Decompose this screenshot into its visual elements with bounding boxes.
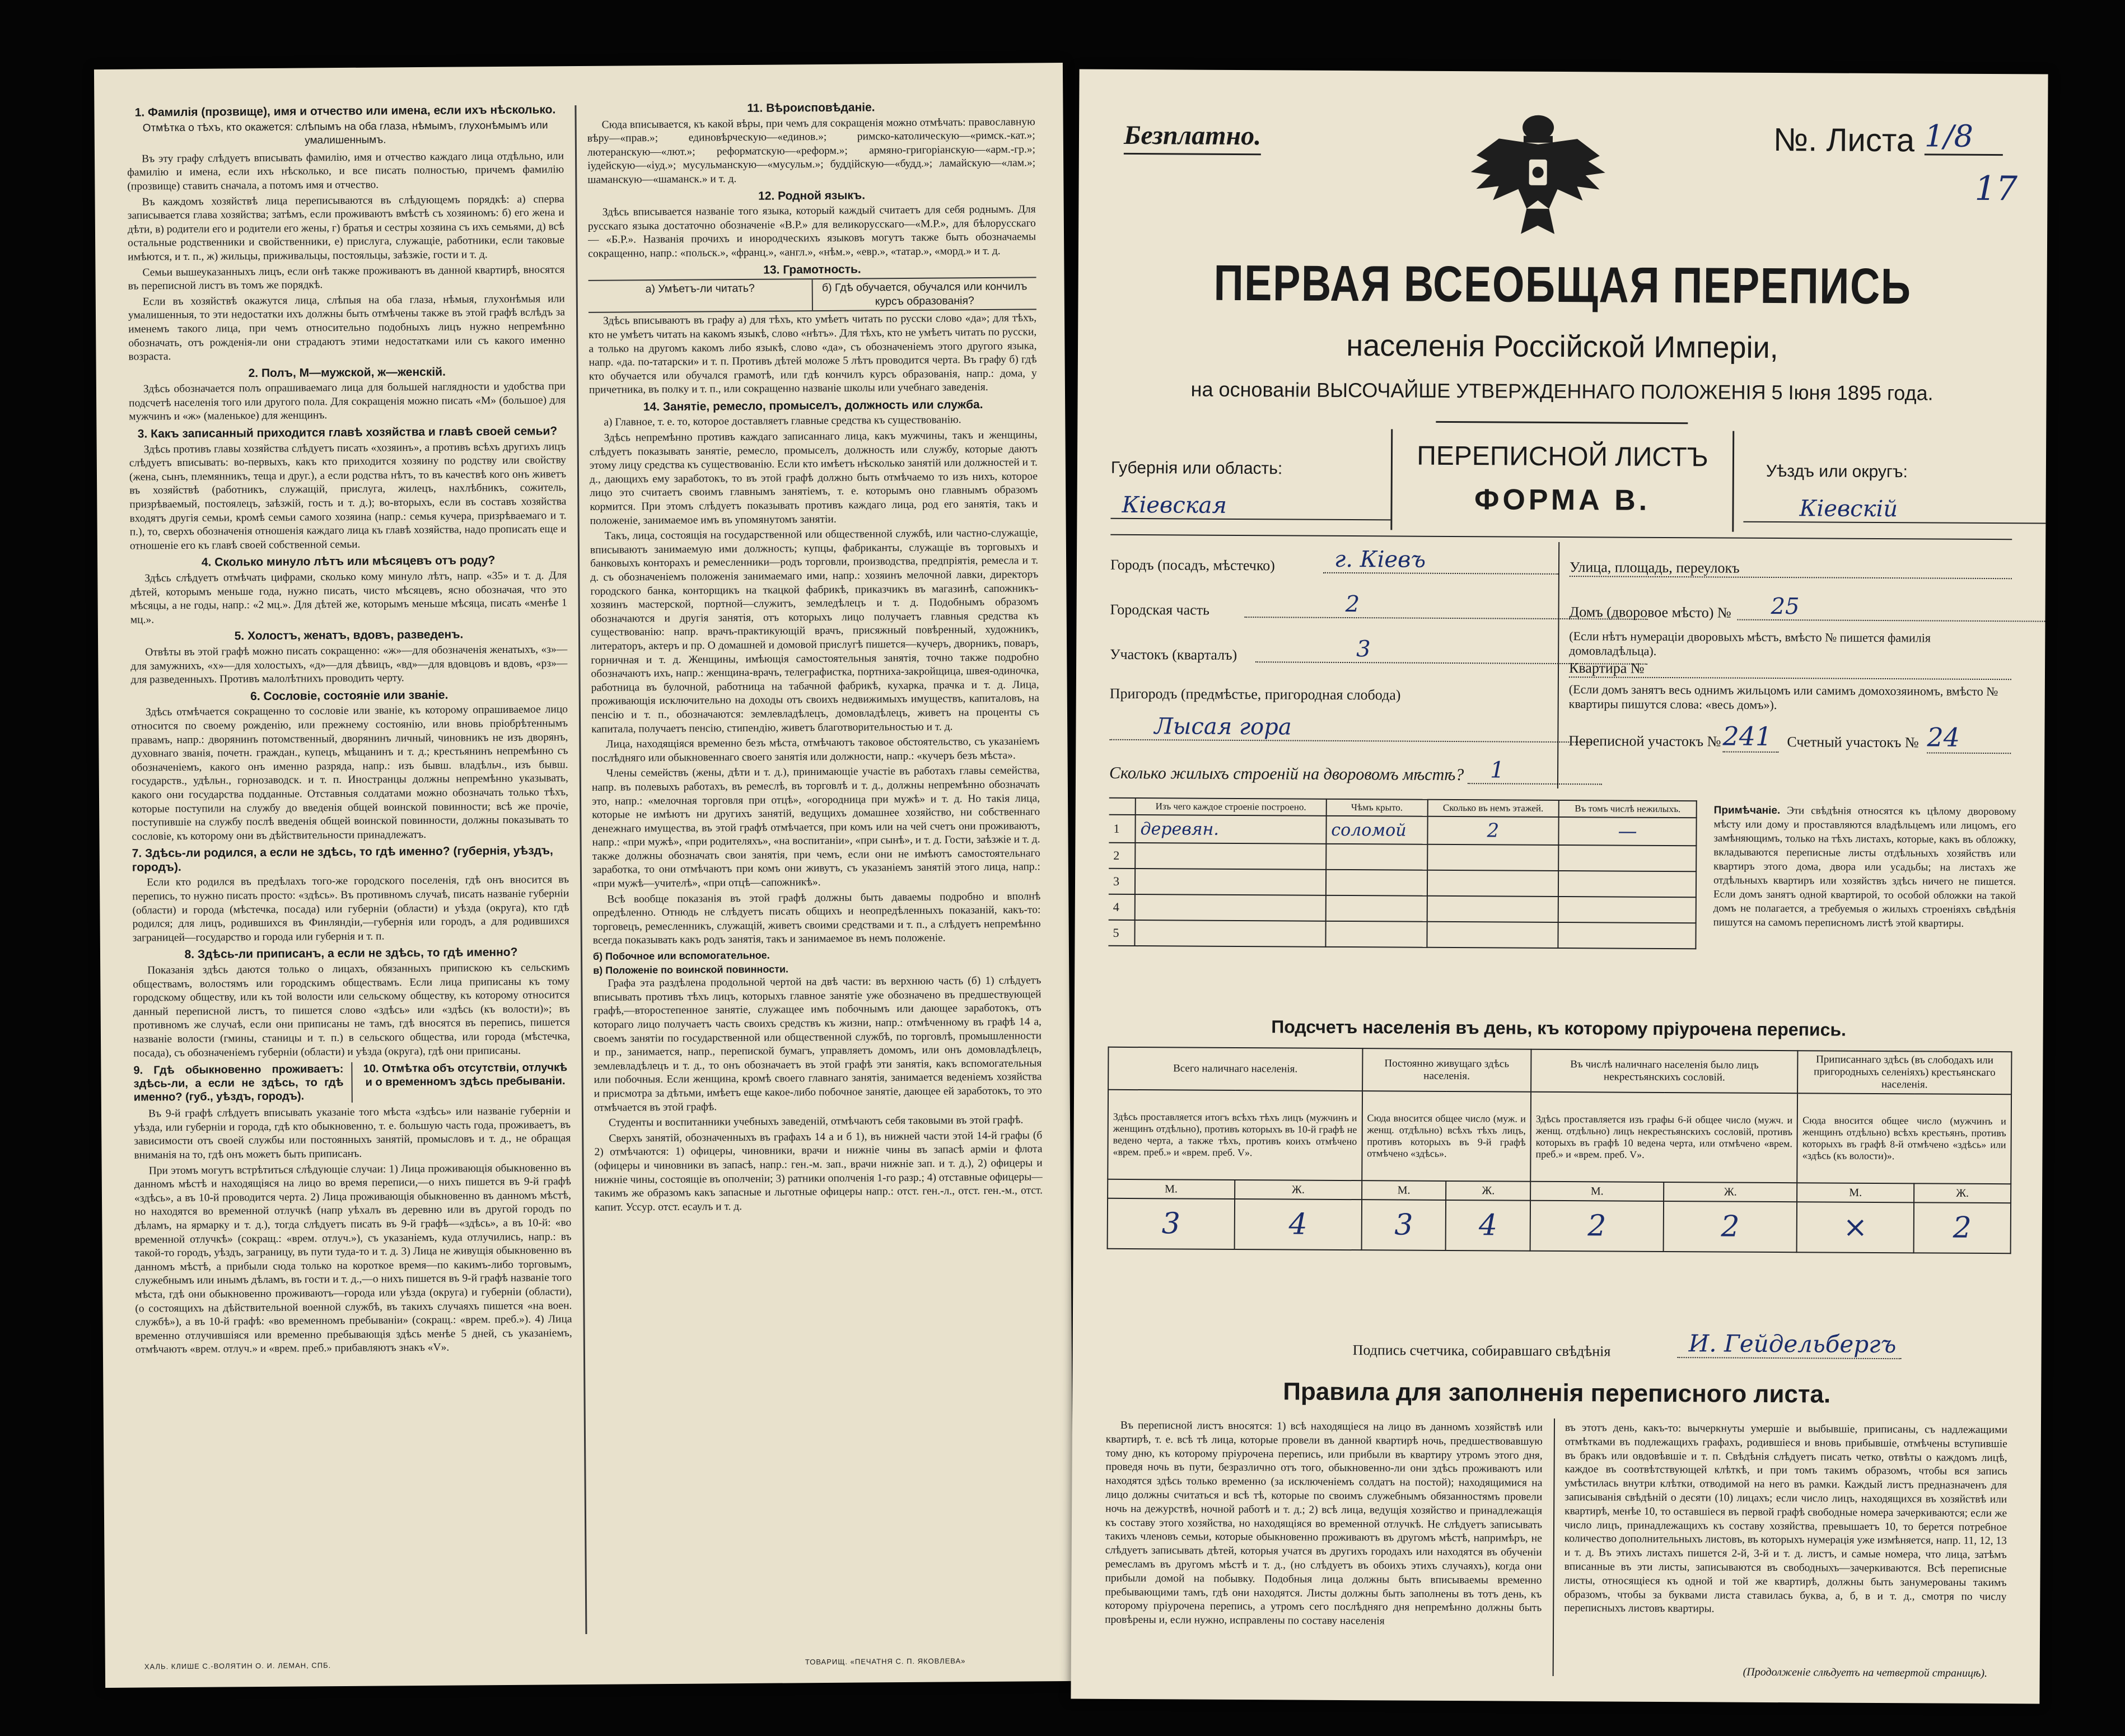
prigorod-label: Пригородъ (предмѣстье, пригородная слобода) (1109, 685, 1401, 703)
count-desc-nonpeasant: Здѣсь проставляется изъ графы 6-й общее число (мужч. и женщ. отдѣльно) лицъ некрестьянскихъ сословій, противъ которыхъ въ графѣ 10 ведена черта, или отмѣчено «врем. преб.» и «врем. преб. V». (1530, 1092, 1797, 1183)
bld-roof-cell: соломой (1326, 816, 1427, 844)
paragraph: а) Главное, т. е. то, которое доставляетъ главные средства къ существованію. (604, 414, 961, 429)
prigorod-value: Лысая гора (1109, 713, 1591, 743)
uezd-value: Кіевскій (1743, 496, 2048, 524)
section-1-title: 1. Фамилія (прозвище), имя и отчество или имена, если ихъ нѣсколько. (134, 103, 556, 119)
bld-roof-cell (1326, 870, 1427, 896)
note-title: Примѣчаніе. (1713, 804, 1781, 817)
uezd-label: Уѣздъ или округъ: (1766, 461, 1908, 482)
paragraph: Въ 9-й графѣ слѣдуетъ вписывать указаніе того мѣста «здѣсь» или названіе губерніи и уѣзда, или губерніи и города, гдѣ кто обыкновенно, т. е. большую часть года, проживаетъ, въ зависимости отъ своей службы или постоянныхъ занятій, промысловъ и т. д., не обращая вниманія на то, гдѣ онъ можетъ быть приписанъ. (134, 1105, 571, 1161)
bld-col-nonres: Въ томъ числѣ нежилыхъ. (1559, 800, 1697, 818)
printer-footer-left: ХАЛЬ. КЛИШЕ С.-ВОЛЯТИН О. И. ЛЕМАН, СПБ. (144, 1661, 331, 1671)
section-10-title: 10. Отмѣтка объ отсутствіи, отлучкѣ и о временномъ здѣсь пребываніи. (363, 1061, 568, 1089)
dom-label: Домъ (дворовое мѣсто) № (1569, 604, 1731, 621)
paragraph: Въ каждомъ хозяйствѣ лица переписываются въ слѣдующемъ порядкѣ: а) сперва записывается глава хозяйства; затѣмъ, если проживаютъ вмѣстѣ съ хозяиномъ: б) его жена и дѣти, в) родители его и родители его жены, г) братья и сестры хозяина съ ихъ семьями, д) всѣ остальные родственники и свойственники, е) прислуга, служащіе, работники, если таковые имѣются, и т. п., ж) жильцы, приживальцы, постояльцы, заѣзжіе, гости и т. д. (127, 193, 565, 263)
bld-nonres-cell (1558, 845, 1696, 871)
bld-material-cell (1135, 869, 1326, 895)
uchastok-value: 3 (1255, 636, 1647, 665)
note-text: Эти свѣдѣнія относятся къ цѣлому дворовому мѣсту или дому и проставляются владѣльцемъ или лицомъ, его замѣняющимъ, только на тѣхъ листахъ, которые, какъ въ обложку, вкладываются переписные листы отдѣльныхъ хозяйствъ или квартиръ этого дома, двора или усадьбы; на листахъ же отдѣльныхъ квартиръ или хозяйствъ здѣсь ничего не пишется. Если домъ занятъ одной квартирой, то особой обложки на такой домъ не полагается, а требуемыя о жилыхъ строеніяхъ свѣдѣнія пишутся на самомъ переписномъ листѣ этой квартиры. (1713, 805, 2016, 930)
bld-col-material: Изъ чего каждое строеніе построено. (1136, 798, 1327, 816)
count-section-value: 24 (1927, 722, 2011, 754)
section-14b-title: б) Побочное или вспомогательное. (592, 949, 770, 962)
bld-roof-cell (1325, 895, 1427, 922)
bld-material-cell (1134, 920, 1325, 947)
bld-nonres-cell (1558, 897, 1696, 923)
bld-material-cell (1135, 843, 1326, 870)
dom-note: (Если нѣтъ нумераціи дворовыхъ мѣстъ, вмѣсто № пишется фамилія домовладѣльца). (1569, 629, 1931, 658)
paragraph: Здѣсь вписываютъ въ графу а) для тѣхъ, кто умѣетъ читать по русски слово «да»; для тѣхъ, кто не умѣетъ читать на какомъ языкѣ, слово «нѣтъ». Для тѣхъ, кто не умѣетъ читать по русски, а только на другомъ какомъ либо языкѣ, слово «да», съ обозначеніемъ этого другого языка, напр. «да. по-татарски» и т. п. Противъ дѣтей моложе 5 лѣтъ проводится черта. Въ графу б) гдѣ кто обучается или обучался грамотѣ, или гдѣ кончилъ курсъ образованія, напр.: дома, у причетника, въ полку и т. п., или сокращенно названіе школы или учебнаго заведенія. (589, 312, 1037, 396)
paragraph: Сверхъ занятій, обозначенныхъ въ графахъ 14 а и б 1), въ нижней части этой 14-й графы (б 2) отмѣчаются: 1) офицеры, чиновники, врачи и нижніе чины въ запасѣ арміи и флота (офицеры и чиновники въ запасѣ, напр.: ген.-м. зап., врачи нижніе зап. и т. д.), 2) офицеры и нижніе чины, состоящіе въ ополченіи; 3) ратники ополченія 1-го разр.; 4) отставные офицеры—такимъ же образомъ какъ запасные и льготные офицеры напр.: отст. ген.-л., отст. ген.-м., отст. капит. Уссур. отст. есаулъ и т. д. (594, 1130, 1043, 1214)
literacy-school-label: б) Гдѣ обучается, обучался или кончилъ курсъ образованія? (812, 278, 1036, 310)
section-14c-title: в) Положеніе по воинской повинности. (593, 963, 789, 976)
bld-roof-cell (1325, 921, 1427, 948)
row-number: 2 (1109, 843, 1135, 869)
table-row (1108, 920, 1696, 949)
uchastok-label: Участокъ (кварталъ) (1110, 646, 1237, 663)
count-col-present: Всего наличнаго населенія. (1108, 1047, 1362, 1091)
gorod-label: Городъ (посадъ, мѣстечко) (1110, 556, 1275, 574)
dom-value: 25 (1737, 594, 2045, 622)
bld-nonres-cell: — (1558, 817, 1696, 846)
section-6-title: 6. Сословіе, состояніе или званіе. (250, 688, 449, 703)
guberniya-label: Губернія или область: (1110, 458, 1283, 478)
rules-title: Правила для заполненія переписного листа. (1283, 1378, 1831, 1408)
section-1-note: Отмѣтка о тѣхъ, кто окажется: слѣпымъ на оба глаза, нѣмымъ, глухонѣмымъ или умалишеннымъ. (142, 119, 548, 147)
buildings-table (1108, 797, 1697, 949)
sheet-number-label: №. Листа (1773, 121, 1915, 159)
paragraph: Отвѣты въ этой графѣ можно писать сокращенно: «ж»—для обозначенія женатыхъ, «з»—для замужнихъ, «х»—для холостыхъ, «д»—для дѣвицъ, «вд»—для вдовцовъ и вдовъ, «рз»—для разведенныхъ. Противъ малолѣтнихъ проводить черту. (130, 643, 568, 686)
sheet-number-value: 1/8 (1925, 118, 2003, 156)
paragraph: Здѣсь слѣдуетъ отмѣчать цифрами, сколько кому минуло лѣтъ, напр. «35» и т. д. Для дѣтей, которымъ меньше года, нужно писать, чисто мѣсяцевъ, ясно обозначая, что это мѣсяцы, а не годы, напр.: «2 мц.». Для дѣтей же, которымъ меньше мѣсяца, писать «менѣе 1 мц.». (130, 570, 567, 626)
paragraph: Если кто родился въ предѣлахъ того-же городского поселенія, гдѣ онъ вносится въ перепись, то нужно писать просто: «здѣсь». Въ противномъ случаѣ, писать названіе губерніи (области) и города (мѣстечка, посада) или губерніи (области) и уѣзда (округа), кто гдѣ родился; для лицъ, родившихся въ Финляндіи,—губернія или городъ, а для родившихся заграницей—государство и города или губернія и т. п. (132, 874, 569, 944)
count-value: 4 (1446, 1200, 1530, 1251)
basis-line: на основаніи ВЫСОЧАЙШЕ УТВЕРЖДЕННАГО ПОЛОЖЕНІЯ 5 Іюня 1895 года. (1190, 377, 1933, 405)
bld-roof-cell (1326, 844, 1427, 870)
paragraph: Если въ хозяйствѣ окажутся лица, слѣпыя на оба глаза, нѣмыя, глухонѣмыя или умалишенныя, то эти недостатки ихъ должны быть отмѣчены также въ этой графѣ вслѣдъ за именемъ такого лица, при чемъ относительно подобныхъ лицъ нужно непремѣнно обозначать, отъ рожденія-ли они страдаютъ этими недостатками или съ какого именно возраста. (128, 292, 566, 363)
male-label: М. (1362, 1180, 1446, 1200)
imperial-eagle-emblem (1465, 105, 1611, 245)
count-col-nonpeasant: Въ числѣ наличнаго населенія было лицъ некрестьянскихъ сословій. (1531, 1049, 1798, 1093)
section-3-title: 3. Какъ записанный приходится главѣ хозяйства и главѣ своей семьи? (137, 424, 558, 441)
corner-handwritten-mark: 17 (1974, 169, 2018, 209)
free-label: Безплатно. (1124, 120, 1262, 155)
bld-floors-cell (1427, 844, 1559, 871)
section-8-title: 8. Здѣсь-ли приписанъ, а если не здѣсь, то гдѣ именно? (184, 946, 518, 962)
buildings-note (1713, 803, 2016, 931)
section-5-title: 5. Холостъ, женатъ, вдовъ, разведенъ. (234, 628, 464, 643)
bld-floors-cell (1427, 922, 1558, 948)
count-desc-permanent: Сюда вносится общее число (муж. и женщ. отдѣльно) всѣхъ тѣхъ лицъ, противъ которыхъ въ 9-й графѣ отмѣчено «здѣсь». (1362, 1091, 1531, 1182)
male-label: М. (1530, 1182, 1664, 1201)
count-value: 2 (1664, 1201, 1797, 1252)
male-label: М. (1108, 1179, 1235, 1199)
rules-right-column: въ этотъ день, какъ-то: вычеркнуты умершіе и выбывшіе, приписаны, съ надлежащими отмѣтками въ подлежащихъ графахъ, родившіеся и вновь прибывшіе, отмѣчены вступившіе въ бракъ или овдовѣвшіе и т. п. Свѣдѣнія слѣдуетъ писать четко, отвѣты о каждомъ лицѣ, каждое въ соотвѣтствующей клѣткѣ, и при томъ такимъ образомъ, чтобы вся запись умѣстилась внутри клѣтки, отводимой на него въ рамки. Каждый листъ предназначенъ для записыванія свѣдѣній о десяти (10) лицахъ; если число лицъ, находящихся въ хозяйствѣ или квартирѣ, менѣе 10, то оставшіеся въ первой графѣ свободные номера зачеркиваются; если же число лицъ, принадлежащихъ къ составу хозяйства, превышаетъ 10, то берется потребное количество дополнительныхъ листовъ, въ которыхъ нумерація уже измѣняется, напр. 11, 12, 13 и т. д. Въ этихъ листахъ пишется 2-й, 3-й и т. д. листъ, и самые номера, что лица, затѣмъ вписанные въ эти листы, записываются въ свободныхъ—зачеркиваются. Всѣ переписные листы, относящіеся къ одной и той же квартирѣ, должны быть занумерованы такимъ образомъ, чтобы за буквами листа ставилась буква, а, б, в и т. д., смотря по числу переписныхъ листовъ квартиры. (1564, 1422, 2007, 1615)
paragraph: Здѣсь отмѣчается сокращенно то сословіе или званіе, къ которому опрашиваемое лицо относится по своему рожденію, или прежнему состоянію, или вновь пріобрѣтеннымъ правамъ, напр.: дворянинъ потомственный, дворянинъ личный, чиновникъ не изъ дворянъ, духовнаго званія, почетн. граждан., купецъ, мѣщанинъ и т. д.; крестьянинъ непремѣнно съ обозначеніемъ, какого онъ именно разряда, напр.: изъ бывш. владѣльч., изъ бывш. государств., удѣльн., горнозаводск. и т. п. Иностранцы должны непремѣнно указывать, какого они государства подданные. Отставныя солдатами можно обозначать только тѣхъ, которые поступили на службу до введенія общей воинской повинности; всѣ же прочіе, поступившіе на службу послѣ введенія общей воинской повинности, должны показывать то сословіе, къ которому они въ дѣйствительности принадлежатъ. (131, 703, 569, 843)
female-label: Ж. (1664, 1182, 1797, 1202)
count-section-label: Счетный участокъ № (1787, 734, 1919, 751)
table-row (1109, 869, 1696, 897)
bld-nonres-cell (1558, 922, 1696, 949)
literacy-read-label: а) Умѣетъ-ли читать? (645, 282, 755, 296)
paragraph: Здѣсь непремѣнно противъ каждаго записаннаго лица, какъ мужчины, такъ и женщины, слѣдуетъ показывать занятіе, ремесло, промыселъ, должность или службу, которые даютъ этому лицу средства къ существованію. Если кто имѣетъ нѣсколько занятій или должностей и т. д., дающихъ ему заработокъ, то въ этой графѣ должно быть отмѣчаемо то изъ нихъ, которое лицо это считаетъ своимъ главнымъ занятіемъ, т. е. которымъ оно главнымъ образомъ кормится. При этомъ слѣдуетъ показывать противъ каждаго лица, род его занятія, такъ и положеніе, занимаемое имъ въ упомянутомъ занятіи. (589, 429, 1038, 527)
city-part-label: Городская часть (1110, 601, 1210, 618)
main-title: ПЕРВАЯ ВСЕОБЩАЯ ПЕРЕПИСЬ (1213, 255, 1912, 315)
paragraph: Графа эта раздѣлена продольной чертой на двѣ части: въ верхнюю часть (б) 1) слѣдуетъ вписывать противъ тѣхъ лицъ, которыхъ главное занятіе уже обозначено въ предшествующей графѣ,—второстепенное занятіе, служащее имъ побочнымъ или дающее заработокъ, отъ котораго лицо получаетъ часть своихъ средствъ къ жизни, напр.: отмѣченному въ графѣ 14 а, своемъ занятіи по государственной или общественной службѣ, по торговлѣ, промышленности и пр., занимается, напр., перепиской бумагъ, управляетъ домомъ, или онъ домовладѣлецъ, землевладѣлецъ и т. д., то онъ обозначаетъ въ этой графѣ эти занятія, какъ вспомогательныя или побочныя. Если женщина, кромѣ своего главнаго занятія, занимается веденіемъ хозяйства и присмотра за дѣтьми, имѣетъ еще какое-либо побочное занятіе, дающее ей заработокъ, то это отмѣчается въ этой графѣ. (593, 974, 1042, 1114)
bld-floors-cell (1427, 896, 1558, 922)
row-number: 1 (1109, 815, 1135, 843)
count-value: 3 (1108, 1198, 1235, 1249)
male-label: М. (1797, 1183, 1914, 1202)
female-label: Ж. (1235, 1180, 1362, 1200)
table-row (1109, 815, 1696, 846)
instructions-column-1 (127, 100, 572, 1359)
address-divider (1557, 542, 1559, 788)
paragraph: Лица, находящіяся временно безъ мѣста, отмѣчаютъ таковое обстоятельство, съ указаніемъ послѣдняго или обыкновеннаго своего занятія или должности, напр.: «кучеръ безъ мѣста». (591, 735, 1040, 764)
form-title: ПЕРЕПИСНОЙ ЛИСТЪ (1417, 441, 1708, 473)
section-9-title: 9. Гдѣ обыкновенно проживаетъ: здѣсь-ли, а если не здѣсь, то гдѣ именно? (губ., уѣздъ, городъ). (133, 1063, 344, 1104)
bld-material-cell (1135, 894, 1326, 921)
city-part-value: 2 (1245, 591, 1648, 620)
kvartira-label: Квартира № (1569, 660, 2011, 680)
paragraph: Семьи вышеуказанныхъ лицъ, если онѣ также проживаютъ въ данной квартирѣ, вносятся въ переписной листъ въ томъ же порядкѣ. (128, 263, 565, 292)
subtitle: населенія Россійской Имперіи, (1346, 328, 1778, 365)
count-title: Подсчетъ населенія въ день, къ которому пріурочена перепись. (1271, 1016, 1847, 1040)
section-11-title: 11. Вѣроисповѣданіе. (747, 101, 875, 115)
table-row (1109, 843, 1696, 871)
bld-floors-cell: 2 (1427, 816, 1559, 845)
section-12-title: 12. Родной языкъ. (758, 189, 866, 203)
bld-col-roof: Чѣмъ крыто. (1326, 799, 1427, 816)
paragraph: Здѣсь противъ главы хозяйства слѣдуетъ писать «хозяинъ», а противъ всѣхъ другихъ лицъ слѣдуетъ вписывать: во-первыхъ, какъ кто приходится хозяину по родству или свойству (жена, сынъ, племянникъ, теща и друг.), а если родства нѣтъ, то въ качествѣ кого онъ живетъ въ хозяйствѣ (работникъ, служащій, прислуга, жилецъ, нахлѣбникъ, сожитель, призрѣваемый, постоялецъ, заѣзжій, гость и т. д.); во-вторыхъ, если въ составъ хозяйства входятъ другія семьи, кромѣ семьи самого хозяина (напр.: семья кучера, призрѣваемаго и т. п.), то, сверхъ обозначенія отношенія каждаго лица къ главѣ хозяйства, надо прописать еще и отношеніе его къ главѣ своей собственной семьи. (129, 440, 567, 552)
title-rule (1436, 421, 1688, 424)
buildings-value: 1 (1468, 757, 1602, 785)
count-value: 2 (1913, 1202, 2011, 1253)
section-7-title: 7. Здѣсь-ли родился, а если не здѣсь, то гдѣ именно? (губернія, уѣздъ, городъ). (132, 844, 553, 874)
right-page (1071, 69, 2048, 1704)
bld-nonres-cell (1558, 871, 1696, 897)
row-number: 5 (1108, 920, 1134, 946)
gorod-value: г. Кіевъ (1323, 547, 1558, 575)
column-divider (575, 105, 587, 1634)
rules-divider (1553, 1418, 1555, 1676)
population-count-table (1107, 1047, 2012, 1254)
bld-floors-cell (1427, 870, 1559, 897)
count-value: 4 (1234, 1199, 1361, 1250)
census-section-label: Переписной участокъ № (1568, 732, 1721, 750)
count-desc-present: Здѣсь проставляется итогъ всѣхъ тѣхъ лицъ (мужчинъ и женщинъ отдѣльно), противъ которыхъ въ 10-й графѣ не ведено черта, а также тѣхъ, противъ коихъ отмѣчено «врем. преб.» и «врем. преб. V». (1108, 1090, 1362, 1180)
paragraph: Показанія здѣсь даются только о лицахъ, обязанныхъ припискою къ сельскимъ обществамъ, волостямъ или городскимъ обществамъ. Если лица приписаны къ тому городскому обществу, или къ той волости или сельскому обществу, къ которому относится данный переписной листъ, то пишется слово «здѣсь» или «здѣсь (къ волости)»; въ противномъ же случаѣ, если они приписаны не тамъ, гдѣ вносятся въ перепись, пишется названіе волости (гмины, станицы и т. п.) в сельского общества, или города (мѣстечка, посада), съ обозначеніемъ губерніи (области) и уѣзда (округа), гдѣ они приписаны. (133, 962, 571, 1060)
rules-left-column: Въ переписной листъ вносятся: 1) всѣ находящіеся на лицо въ данномъ хозяйствѣ или квартирѣ, т. е. всѣ тѣ лица, которые провели въ данной квартирѣ ночь, предшествовавшую тому дню, къ которому пріурочена перепись, или прибыли въ квартиру утромъ этого дня, проведя ночь въ пути, безразлично отъ того, обыкновенно-ли они здѣсь проживаютъ или находятся здѣсь только временно (за исключеніемъ солдатъ на постой); находящимися на лицо должны считаться и всѣ тѣ, которые по своимъ служебнымъ обязанностямъ провели ночь на дежурствѣ, ночной работѣ и т. д.; 2) всѣ лица, ведущія хозяйство и принадлежащія къ составу этого хозяйства, но находящіяся во временной отлучкѣ. Не слѣдуетъ записывать такихъ членовъ семьи, которые обыкновенно проживаютъ въ другомъ мѣстѣ, напримѣръ, не слѣдуетъ записывать дѣтей, которыя учатся въ другихъ городахъ или находятся въ обученіи ремесламъ въ другомъ мѣстѣ и т. д., (но слѣдуетъ въ обоихъ этихъ случаяхъ), когда они прибыли домой на побывку. Подобныя лица должны быть вписываемы временно пребывающими тамъ, гдѣ они находятся. Листы должны быть заполнены въ тотъ день, къ которому пріурочена перепись, а утромъ сего послѣдняго дня непремѣнно должны быть провѣрены и, если нужно, исправлены по составу населенія (1105, 1419, 1543, 1627)
form-subtitle: ФОРМА В. (1474, 483, 1651, 517)
instructions-column-2 (587, 96, 1043, 1216)
count-col-permanent: Постоянно живущаго здѣсь населенія. (1362, 1048, 1531, 1092)
paragraph: Здѣсь вписывается названіе того языка, который каждый считаетъ для себя роднымъ. Для русскаго языка достаточно обозначеніе «В.Р.» для великорусскаго—«М.Р.», для бѣлорусскаго — «Б.Р.». Названія прочихъ и инородческихъ языковъ могутъ также быть обозначаемы сокращенно, напр.: «польск.», «франц.», «англ.», «нѣм.», «евр.», «татар.», «морд.» и т. д. (587, 203, 1036, 260)
bld-col-floors: Сколько въ немъ этажей. (1427, 800, 1559, 817)
address-rule-top (1110, 534, 2012, 540)
count-desc-peasant: Сюда вносится общее число (мужчинъ и женщинъ отдѣльно) всѣхъ крестьянъ, противъ которыхъ въ графѣ 8-й отмѣчено «здѣсь» или «здѣсь (къ волости)». (1797, 1093, 2012, 1184)
female-label: Ж. (1446, 1181, 1530, 1201)
section-13-title: 13. Грамотность. (763, 263, 861, 277)
paragraph: При этомъ могутъ встрѣтиться слѣдующіе случаи: 1) Лица проживающія обыкновенно въ данномъ мѣстѣ и находящіяся на лицо во время переписи,—о нихъ пишется въ 9-й графѣ «здѣсь», а въ 10-й проводится черта. 2) Лица проживающія обыкновенно въ данномъ мѣстѣ, но находятся во временной отлучкѣ (напр уѣхалъ въ деревню или въ другой городъ по дѣламъ, на ярмарку и т. д.), тогда слѣдуетъ писать въ 9-й графѣ—«здѣсь», а въ 10-й: «во временной отлучкѣ» (сокращ.: «врем. отлуч.»), съ указаніемъ, куда отлучились, напр.: въ такой-то городъ, уѣздъ, заграницу, въ пути туда-то и т. д. 3) Лица не живущія обыкновенно въ данномъ мѣстѣ, а прибыли сюда только на короткое время—по какимъ-либо торговымъ, служебнымъ или инымъ дѣламъ, въ гости и т. д.,—о нихъ пишется въ 9-й графѣ названіе того мѣста, гдѣ они обыкновенно проживаютъ—города или уѣзда (округа) и губерніи (области), (о состоящихъ на дѣйствительной военной службѣ, въ такихъ случаяхъ пишется «на воен. службѣ»), а въ 10-й графѣ: «во временномъ пребываніи» (сокращ.: «врем. преб.»). 4) Лица временно отлучившіяся или временно пребывающія здѣсь менѣе 5 дней, съ указаніемъ, отмѣчаютъ «врем. отлуч.» и «врем. преб.» прибавляютъ знакъ «V». (134, 1161, 572, 1356)
count-values-row (1108, 1198, 2011, 1253)
count-value: × (1797, 1202, 1914, 1253)
paragraph: Студенты и воспитанники учебныхъ заведеній, отмѣчаютъ себя таковыми въ этой графѣ. (609, 1114, 1024, 1129)
count-value: 3 (1361, 1200, 1446, 1250)
bld-material-cell: деревян. (1135, 815, 1326, 844)
kvartira-note: (Если домъ занятъ весь однимъ жильцомъ или самимъ домохозяиномъ, вмѣсто № квартиры пишутся слова: «весь домъ»). (1568, 682, 1998, 712)
paragraph: Всѣ вообще показанія въ этой графѣ должны быть даваемы подробно и вполнѣ опредѣленно. Отнюдь не слѣдуетъ писать общихъ и неопредѣленныхъ показаній, какъ-то: торговецъ, ремесленникъ, служащій, живетъ своими средствами и т. п., а слѣдуетъ непремѣнно всегда показывать какъ родъ занятія, такъ и занимаемое въ немъ положеніе. (592, 890, 1041, 947)
section-4-title: 4. Сколько минуло лѣтъ или мѣсяцевъ отъ роду? (201, 554, 496, 570)
row-number: 4 (1109, 894, 1135, 920)
paragraph: Здѣсь обозначается полъ опрашиваемаго лица для большей наглядности и удобства при подсчетѣ населенія того или другого пола. Для сокращенія можно писать «М» (большое) для мужчинъ и «ж» (маленькое) для женщинъ. (129, 380, 566, 423)
census-section-value: 241 (1722, 721, 1778, 753)
paragraph: Сюда вписывается, къ какой вѣры, при чемъ для сокращенія можно отмѣчать: православную вѣру—«прав.»; единовѣрческую—«единов.»; римско-католическую—«римск.-кат.»; лютеранскую—«лют.»; реформатскую—«реформ.»; армяно-григоріанскую—«арм.-гр.»; іудейскую—«іуд.»; мусульманскую—«мусульм.»; буддійскую—«будд.»; ламайскую—«лам.»; шаманскую—«шаманск.» и т. д. (587, 115, 1036, 186)
count-col-peasant: Приписаннаго здѣсь (въ слободахъ или пригородныхъ селеніяхъ) крестьянскаго населенія. (1797, 1051, 2011, 1094)
printer-footer-right: ТОВАРИЩ. «ПЕЧАТНЯ С. П. ЯКОВЛЕВА» (805, 1656, 966, 1667)
row-number: 3 (1109, 869, 1135, 894)
buildings-question: Сколько жилыхъ строеній на дворовомъ мѣстѣ? (1109, 763, 1464, 785)
table-row (1109, 894, 1696, 923)
paragraph: Въ эту графу слѣдуетъ вписывать фамилію, имя и отчество каждаго лица отдѣльно, или фамилію и имена, если ихъ нѣсколько, и все писать полностью, причемъ фамилію (прозвище) ставить сначала, а потомъ имя и отчество. (127, 150, 564, 193)
section-14-title: 14. Занятіе, ремесло, промыселъ, должность или служба. (643, 398, 983, 414)
section-2-title: 2. Полъ, М—мужской, ж—женскій. (248, 365, 446, 380)
left-page (94, 63, 1074, 1688)
counter-signature: И. Гейдельбергъ (1678, 1329, 1902, 1359)
count-value: 2 (1530, 1201, 1664, 1252)
female-label: Ж. (1914, 1183, 2011, 1203)
guberniya-value: Кіевская (1110, 492, 1390, 521)
paragraph: Такъ, лица, состоящія на государственной или общественной службѣ, или частно-служащіе, вписываютъ занимаемую ими должность; купцы, фабриканты, служащіе въ торговыхъ и банковыхъ конторахъ и ремесленники—родъ торговли, производства, предпріятія, ремесла и т. д. съ обозначеніемъ положенія занимаемаго ими, напр.: хозяинъ мелочной лавки, директоръ городского банка, конторщикъ на ткацкой фабрикѣ, приказчикъ въ магазинѣ, сапожникъ-хозяинъ мастерской, портной—служитъ, земледѣлецъ и т. д. Подобнымъ образомъ обозначаются и другія занятія, отъ которыхъ лицо получаетъ главныя средства къ существованію: напр. врачъ-практикующій врачъ, присяжный повѣренный, художникъ, литераторъ, актеръ и пр. О домашней и домовой прислугѣ пишется—кучеръ, дворникъ, поваръ, горничная и т. д. Женщины, имѣющія самостоятельныя занятія, точно также подробно обозначаютъ ихъ, напр.: женщина-врачъ, телеграфистка, портниха-закройщица, швея-одиночка, работница въ булочной, работница на табачной фабрикѣ, кухарка, прачка и т. д. Лица, проживающія исключительно на доходы отъ своихъ недвижимыхъ имуществъ, капиталовъ, на пенсію и т. п., обозначаются: землевладѣлецъ, домовладѣлецъ, живетъ на проценты съ капитала, получаетъ пенсію, стипендію, живетъ благотворительностью и т. д. (590, 527, 1040, 735)
continued-note: (Продолженіе слѣдуетъ на четвертой страницѣ). (1743, 1665, 1988, 1680)
street-label: Улица, площадь, переулокъ (1570, 559, 2012, 579)
signature-label: Подпись счетчика, собиравшаго свѣдѣнія (1352, 1342, 1611, 1360)
section-9-10-header (133, 1061, 570, 1104)
paragraph: Члены семействъ (жены, дѣти и т. д.), принимающіе участіе въ работахъ главы семейства, напр. въ полевыхъ работахъ, въ ремеслѣ, въ торговлѣ и т. д., должны непремѣнно обозначать это, напр.: «мелочная торговля при отцѣ», «огородница при мужѣ» и т. д. Но такія лица, которые не имѣютъ ни другихъ занятій, ведущихъ домашнее хозяйство, ни собственнаго денежнаго имущества, въ этой графѣ отмѣчается, при комъ или на чей счетъ они проживаютъ, напр.: «при мужѣ», «при родителяхъ», «на воспитаніи», «при сынѣ», и т. д. Гости, заѣзжіе и т. д. также должны обозначать свои занятія, при чемъ, если они не имѣютъ самостоятельнаго заработка, то они отмѣчаютъ при комъ они живутъ, съ указаніемъ занятій этого лица, напр.: «при мужѣ—учителѣ», «при отцѣ—сапожникѣ». (591, 764, 1040, 890)
literacy-subheaders (589, 277, 1036, 313)
